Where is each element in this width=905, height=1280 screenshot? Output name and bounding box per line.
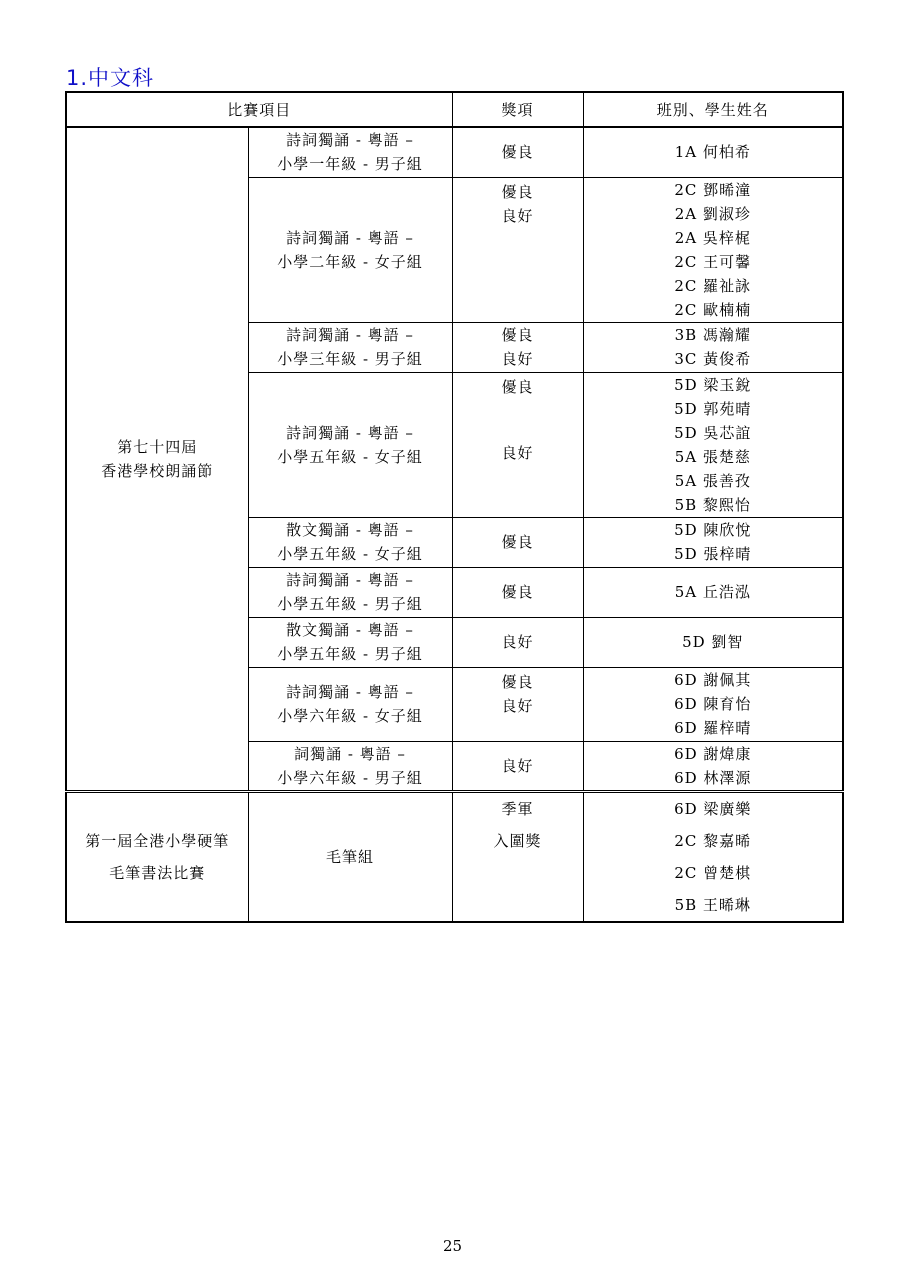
award-cell: 良好	[452, 617, 583, 667]
item-cell: 毛筆組	[248, 791, 452, 922]
names-cell: 5D 梁玉銳 5D 郭苑晴 5D 吳芯誼 5A 張楚慈 5A 張善孜 5B 黎熙怡	[583, 372, 843, 517]
award-cell: 優良	[452, 567, 583, 617]
award-cell: 優良 良好	[452, 372, 583, 517]
names-cell: 5A 丘浩泓	[583, 567, 843, 617]
award-cell: 優良	[452, 127, 583, 177]
award-cell: 優良 良好	[452, 322, 583, 372]
names-cell: 5D 陳欣悅 5D 張梓晴	[583, 517, 843, 567]
item-cell: 詩詞獨誦 - 粵語 – 小學六年級 - 女子組	[248, 667, 452, 741]
item-cell: 散文獨誦 - 粵語 – 小學五年級 - 女子組	[248, 517, 452, 567]
section-heading: 1.中文科	[66, 66, 155, 90]
item-cell: 詩詞獨誦 - 粵語 – 小學一年級 - 男子組	[248, 127, 452, 177]
table-row	[66, 791, 843, 922]
names-cell: 6D 梁廣樂 2C 黎嘉晞 2C 曾楚棋 5B 王晞琳	[583, 791, 843, 922]
award-cell: 季軍 入圍獎	[452, 791, 583, 922]
award-cell: 優良	[452, 517, 583, 567]
item-cell: 詩詞獨誦 - 粵語 – 小學二年級 - 女子組	[248, 177, 452, 322]
names-cell: 3B 馮瀚耀 3C 黃俊希	[583, 322, 843, 372]
item-cell: 詩詞獨誦 - 粵語 – 小學三年級 - 男子組	[248, 322, 452, 372]
item-cell: 詩詞獨誦 - 粵語 – 小學五年級 - 男子組	[248, 567, 452, 617]
award-cell: 良好	[452, 741, 583, 791]
names-cell: 5D 劉智	[583, 617, 843, 667]
header-competition: 比賽項目	[66, 92, 452, 127]
award-cell: 優良 良好	[452, 667, 583, 741]
item-cell: 詞獨誦 - 粵語 – 小學六年級 - 男子組	[248, 741, 452, 791]
header-award: 獎項	[452, 92, 583, 127]
names-cell: 6D 謝佩其 6D 陳育怡 6D 羅梓晴	[583, 667, 843, 741]
item-cell: 散文獨誦 - 粵語 – 小學五年級 - 男子組	[248, 617, 452, 667]
names-cell: 6D 謝煒康 6D 林澤源	[583, 741, 843, 791]
calligraphy-name: 第一屆全港小學硬筆 毛筆書法比賽	[66, 791, 248, 922]
festival-name: 第七十四屆 香港學校朗誦節	[66, 127, 248, 791]
award-cell: 優良 良好	[452, 177, 583, 322]
page-number: 25	[442, 1237, 463, 1255]
header-names: 班別、學生姓名	[583, 92, 843, 127]
table-header-row	[66, 92, 843, 127]
table-row	[66, 127, 843, 177]
item-cell: 詩詞獨誦 - 粵語 – 小學五年級 - 女子組	[248, 372, 452, 517]
awards-table	[65, 91, 844, 923]
names-cell: 1A 何柏希	[583, 127, 843, 177]
names-cell: 2C 鄧晞潼 2A 劉淑珍 2A 吳梓梶 2C 王可馨 2C 羅祉詠 2C 歐楠楠	[583, 177, 843, 322]
